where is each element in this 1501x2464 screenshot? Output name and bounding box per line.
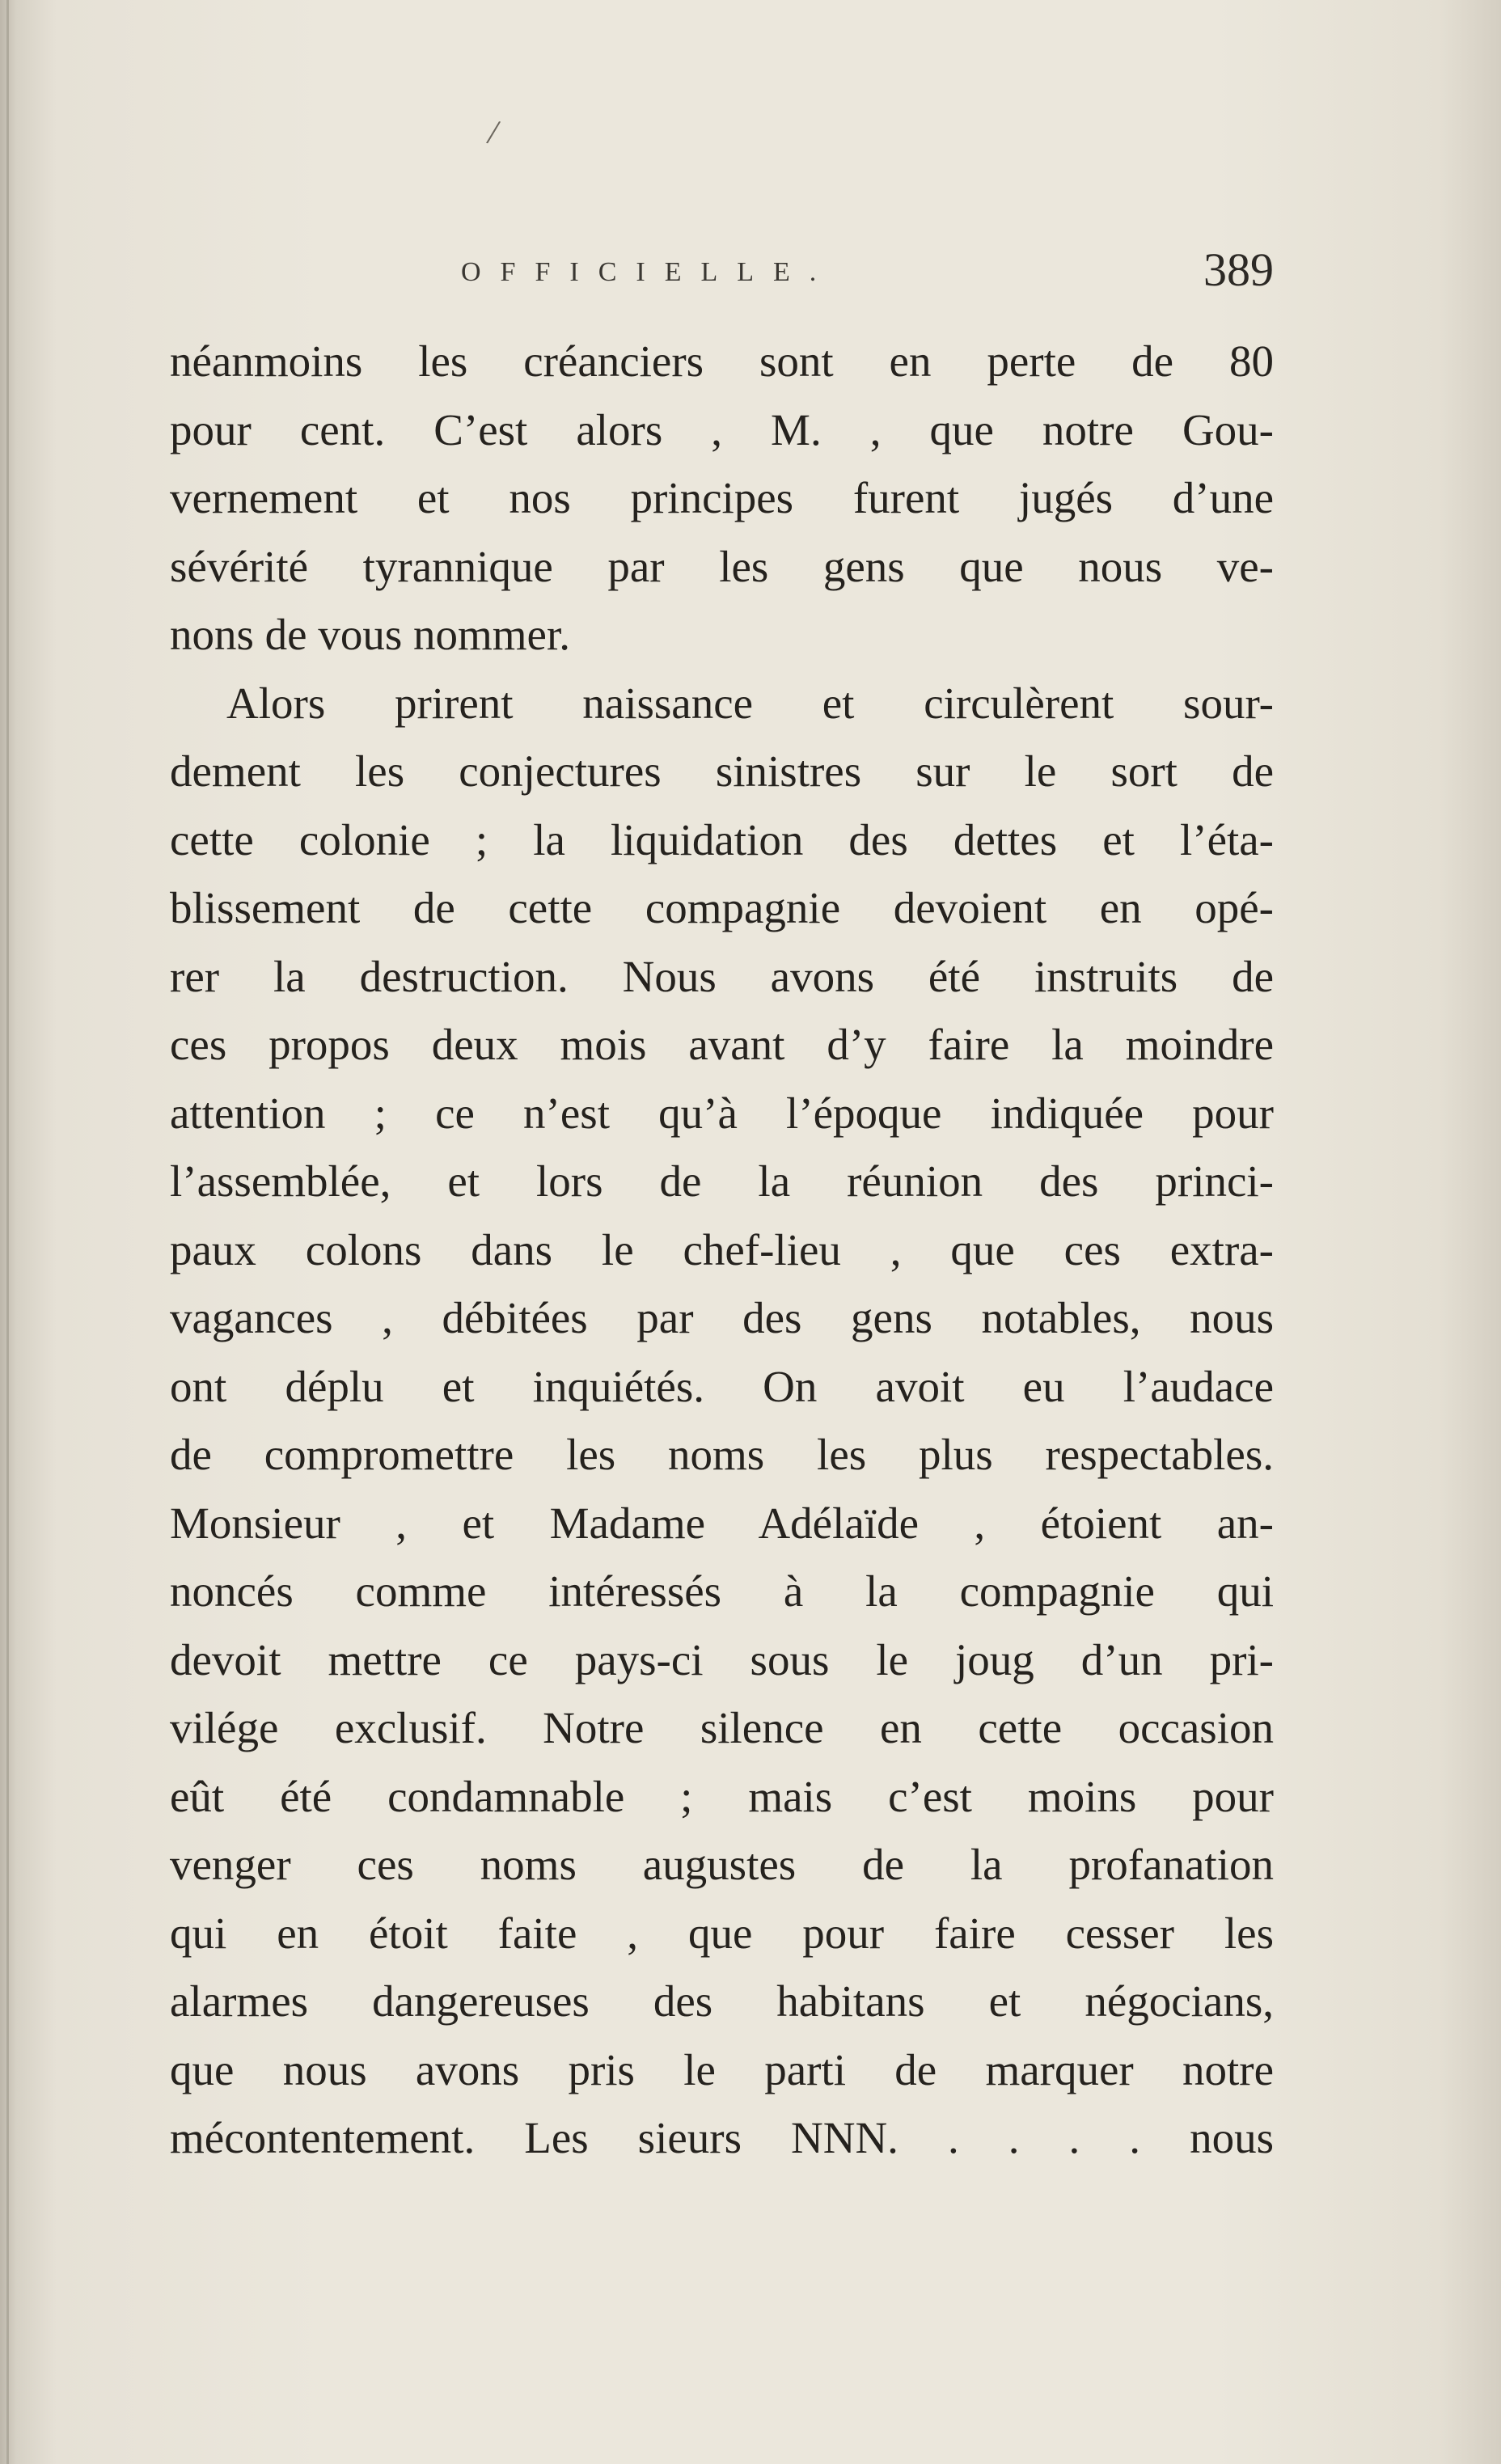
text-line: l’assemblée, et lors de la réunion des princi- [170, 1156, 1274, 1206]
text-line: Monsieur , et Madame Adélaïde , étoient an- [170, 1498, 1274, 1548]
text-line: rer la destruction. Nous avons été instruits de [170, 951, 1274, 1001]
text-line: nons de vous nommer. [170, 610, 570, 659]
text-line: qui en étoit faite , que pour faire cesser les [170, 1908, 1274, 1958]
text-line: noncés comme intéressés à la compagnie qui [170, 1566, 1274, 1616]
text-line: blissement de cette compagnie devoient en opé- [170, 883, 1274, 932]
running-title: OFFICIELLE. [461, 257, 836, 287]
page-gutter-edge [6, 0, 9, 2464]
text-line: sévérité tyrannique par les gens que nous ve- [170, 541, 1274, 591]
text-line: alarmes dangereuses des habitans et négocians, [170, 1976, 1274, 2026]
text-line: néanmoins les créanciers sont en perte de 80 [170, 336, 1274, 386]
text-line: paux colons dans le chef-lieu , que ces extra- [170, 1224, 1274, 1274]
text-line: que nous avons pris le parti de marquer notre [170, 2044, 1274, 2094]
text-line: eût été condamnable ; mais c’est moins pour [170, 1771, 1274, 1821]
page-number: 389 [1203, 243, 1274, 296]
text-line: pour cent. C’est alors , M. , que notre Gou- [170, 404, 1274, 454]
text-line: devoit mettre ce pays-ci sous le joug d’un pri- [170, 1634, 1274, 1684]
text-line: ont déplu et inquiétés. On avoit eu l’audace [170, 1361, 1274, 1411]
text-line: cette colonie ; la liquidation des dettes et l’éta- [170, 814, 1274, 864]
text-line: attention ; ce n’est qu’à l’époque indiquée pour [170, 1088, 1274, 1138]
text-line: vilége exclusif. Notre silence en cette occasion [170, 1703, 1274, 1752]
text-line: venger ces noms augustes de la profanation [170, 1840, 1274, 1889]
text-line: mécontentement. Les sieurs NNN. . . . . nous [170, 2113, 1274, 2162]
stray-pen-mark: / [484, 112, 503, 153]
text-line: ces propos deux mois avant d’y faire la moindre [170, 1020, 1274, 1069]
text-line: vernement et nos principes furent jugés d’une [170, 473, 1274, 522]
text-line: vagances , débitées par des gens notables, nous [170, 1293, 1274, 1342]
paragraph-start-line: Alors prirent naissance et circulèrent sour- [226, 678, 1274, 728]
page-header [170, 243, 1274, 332]
text-line: dement les conjectures sinistres sur le sort de [170, 746, 1274, 796]
text-line: de compromettre les noms les plus respectables. [170, 1430, 1274, 1479]
body-text [170, 328, 1274, 2173]
